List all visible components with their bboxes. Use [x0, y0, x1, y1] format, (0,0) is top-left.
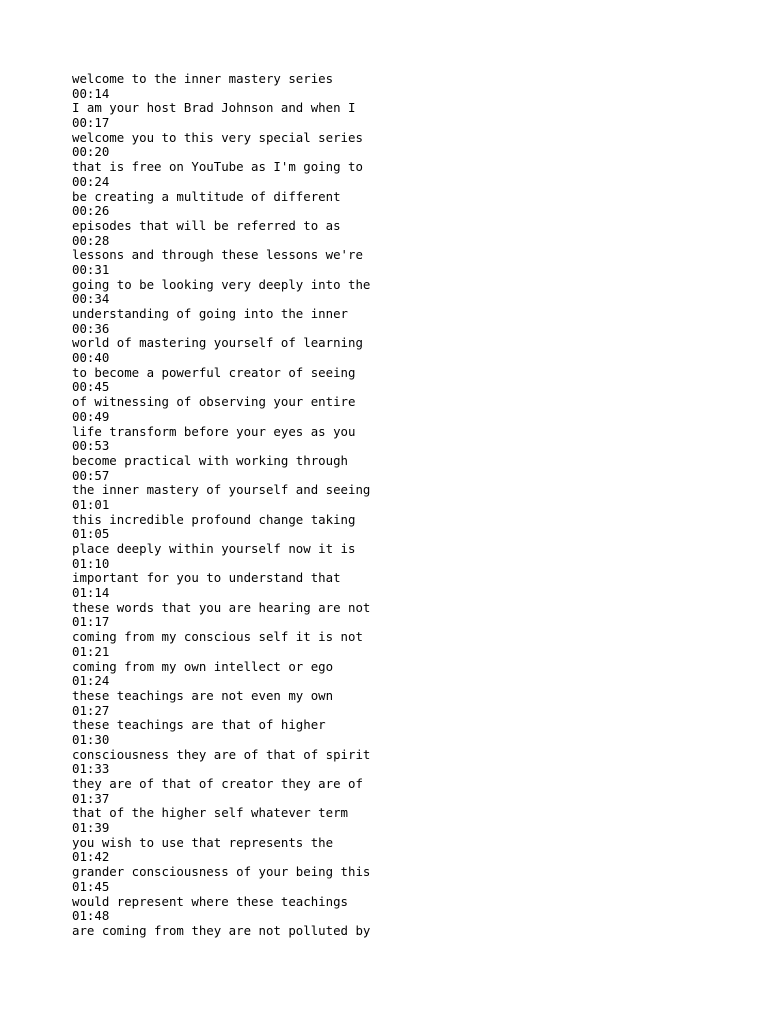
transcript-line: I am your host Brad Johnson and when I — [72, 100, 356, 116]
timestamp: 00:31 — [72, 261, 110, 277]
timestamp: 01:30 — [72, 731, 110, 747]
transcript-line: world of mastering yourself of learning — [72, 335, 363, 351]
timestamp: 00:20 — [72, 144, 110, 160]
timestamp: 01:14 — [72, 585, 110, 601]
timestamp: 00:53 — [72, 438, 110, 454]
transcript-line: that is free on YouTube as I'm going to — [72, 159, 363, 175]
transcript-line: these words that you are hearing are not — [72, 599, 371, 615]
transcript-line: become practical with working through — [72, 452, 349, 468]
transcript-line: welcome to the inner mastery series — [72, 71, 334, 86]
transcript-line: of witnessing of observing your entire — [72, 394, 356, 410]
transcript-line: to become a powerful creator of seeing — [72, 364, 356, 380]
timestamp: 00:14 — [72, 85, 110, 101]
transcript-line: life transform before your eyes as you — [72, 423, 356, 439]
timestamp: 00:45 — [72, 379, 110, 395]
transcript-line: grander consciousness of your being this — [72, 864, 371, 880]
timestamp: 01:27 — [72, 702, 110, 718]
timestamp: 00:49 — [72, 408, 110, 424]
timestamp: 01:33 — [72, 761, 110, 777]
timestamp: 00:24 — [72, 173, 110, 189]
timestamp: 00:17 — [72, 115, 110, 131]
timestamp: 01:24 — [72, 673, 110, 689]
transcript-line: this incredible profound change taking — [72, 511, 356, 527]
transcript-line: you wish to use that represents the — [72, 834, 334, 850]
transcript-line: consciousness they are of that of spirit — [72, 746, 371, 762]
timestamp: 00:40 — [72, 350, 110, 366]
transcript-line: these teachings are not even my own — [72, 687, 334, 703]
transcript-line: that of the higher self whatever term — [72, 805, 349, 821]
timestamp: 00:26 — [72, 203, 110, 219]
timestamp: 01:17 — [72, 614, 110, 630]
timestamp: 00:28 — [72, 232, 110, 248]
timestamp: 01:39 — [72, 820, 110, 836]
transcript-line: coming from my own intellect or ego — [72, 658, 334, 674]
timestamp: 01:05 — [72, 526, 110, 542]
transcript-line: coming from my conscious self it is not — [72, 629, 363, 645]
transcript-line: going to be looking very deeply into the — [72, 276, 371, 292]
transcript-page — [72, 72, 712, 939]
transcript-line: they are of that of creator they are of — [72, 776, 363, 791]
timestamp: 01:42 — [72, 849, 110, 865]
timestamp: 01:21 — [72, 643, 110, 659]
transcript-line: are coming from they are not polluted by — [72, 922, 371, 938]
transcript-line: place deeply within yourself now it is — [72, 541, 356, 556]
timestamp: 01:48 — [72, 908, 110, 924]
transcript-line: understanding of going into the inner — [72, 306, 349, 321]
timestamp: 01:37 — [72, 790, 110, 806]
transcript-line: be creating a multitude of different — [72, 188, 341, 204]
transcript-line: these teachings are that of higher — [72, 717, 326, 733]
transcript-line: welcome you to this very special series — [72, 129, 363, 145]
timestamp: 00:57 — [72, 467, 110, 483]
transcript-line: episodes that will be referred to as — [72, 217, 341, 233]
transcript-line: the inner mastery of yourself and seeing — [72, 482, 371, 498]
transcript-line: would represent where these teachings — [72, 893, 349, 909]
timestamp: 01:10 — [72, 555, 110, 571]
transcript-line: important for you to understand that — [72, 570, 341, 586]
timestamp: 01:01 — [72, 496, 110, 512]
timestamp: 00:34 — [72, 291, 110, 307]
timestamp: 01:45 — [72, 878, 110, 894]
transcript-line: lessons and through these lessons we're — [72, 247, 363, 263]
timestamp: 00:36 — [72, 320, 110, 336]
